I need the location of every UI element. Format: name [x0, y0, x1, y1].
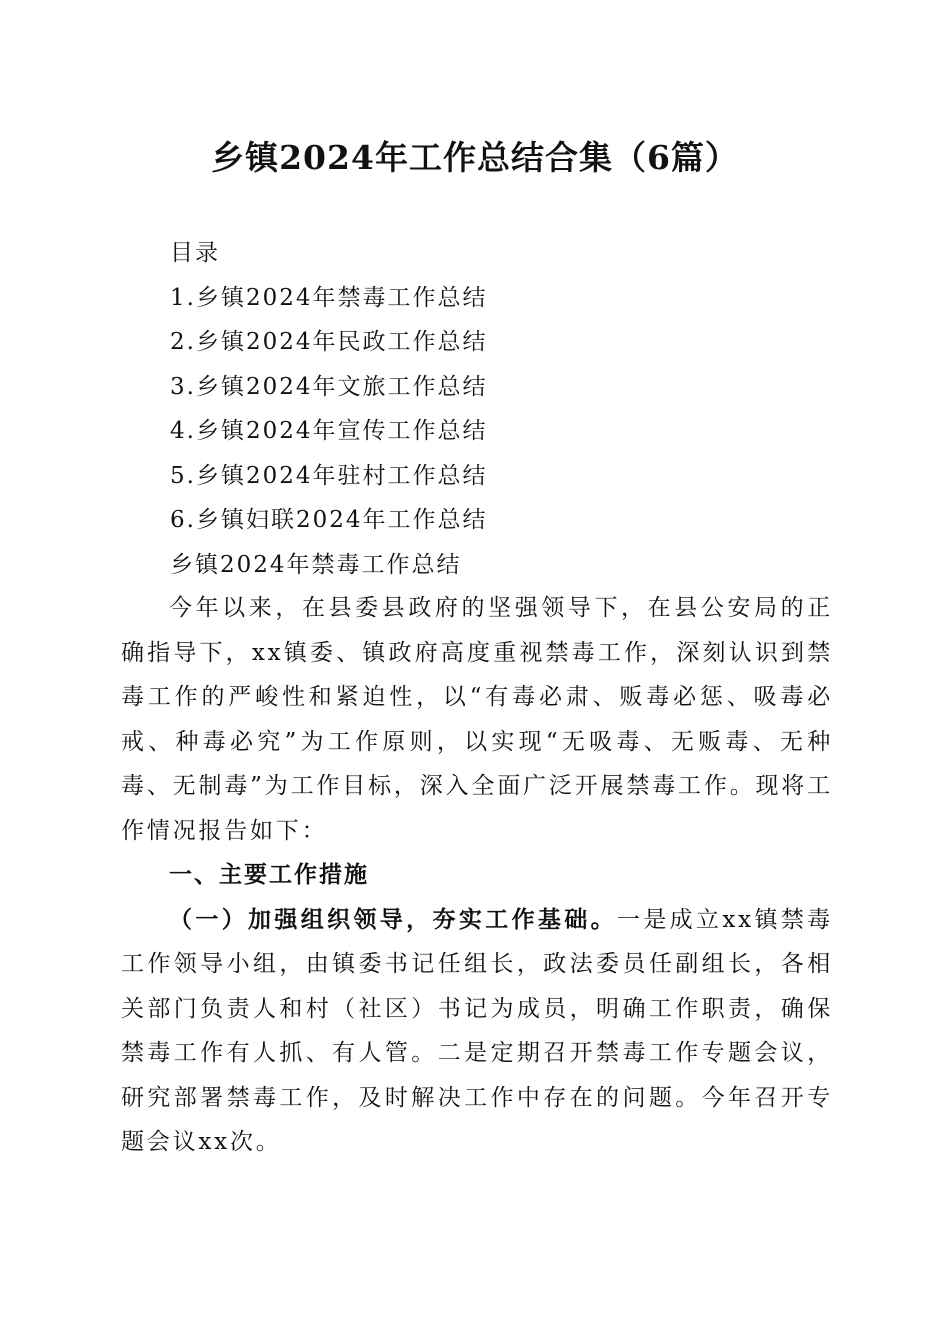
toc-item: 2.乡镇2024年民政工作总结 — [170, 329, 488, 355]
section-title: 乡镇2024年禁毒工作总结 — [170, 551, 462, 578]
sub-section-paragraph — [121, 898, 833, 1165]
toc-item: 4.乡镇2024年宣传工作总结 — [170, 418, 488, 444]
sub-heading: （一）加强组织领导，夯实工作基础。 — [169, 905, 617, 933]
toc-heading: 目录 — [170, 240, 220, 266]
toc-item: 3.乡镇2024年文旅工作总结 — [170, 373, 488, 400]
heading-main-measures: 一、主要工作措施 — [169, 862, 369, 888]
document-body — [121, 586, 833, 1165]
table-of-contents — [170, 231, 830, 587]
toc-item: 6.乡镇妇联2024年工作总结 — [170, 507, 488, 533]
toc-item: 5.乡镇2024年驻村工作总结 — [170, 462, 488, 489]
toc-item: 1.乡镇2024年禁毒工作总结 — [170, 284, 488, 311]
document-title: 乡镇2024年工作总结合集（6篇） — [211, 138, 739, 177]
sub-paragraph-text: 一是成立xx镇禁毒工作领导小组，由镇委书记任组长，政法委员任副组长，各相关部门负责人和村（社区）书记为成员，明确工作职责，确保禁毒工作有人抓、有人管。二是定期召开禁毒工作专题会议，研究部署禁毒工作，及时解决工作中存在的问题。今年召开专题会议xx次。 — [121, 906, 833, 1155]
intro-paragraph: 今年以来，在县委县政府的坚强领导下，在县公安局的正确指导下，xx镇委、镇政府高度重视禁毒工作，深刻认识到禁毒工作的严峻性和紧迫性，以“有毒必肃、贩毒必惩、吸毒必戒、种毒必究”为工作原则，以实现“无吸毒、无贩毒、无种毒、无制毒”为工作目标，深入全面广泛开展禁毒工作。现将工作情况报告如下： — [121, 595, 833, 844]
